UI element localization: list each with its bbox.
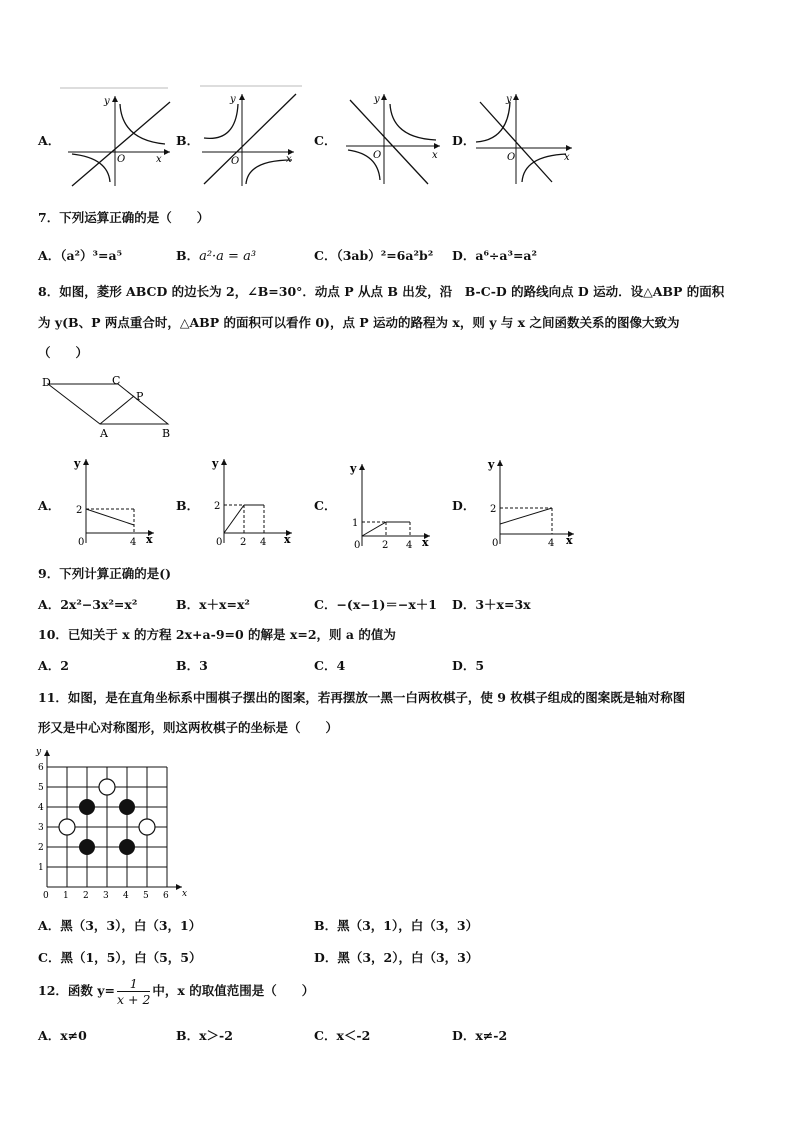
origin-label: O <box>507 152 516 163</box>
y-label: y <box>36 747 42 757</box>
q12-fraction-denominator: x + 2 <box>116 992 151 1007</box>
y-label: y <box>350 462 357 475</box>
q6-option-b-label: B． <box>176 133 200 148</box>
q6-graph-b <box>198 80 313 187</box>
q7-option-b-expr: a²·a = a³ <box>199 249 257 264</box>
y-tick-2: 2 <box>490 504 497 515</box>
q7-option-b <box>176 246 256 264</box>
hyperbola-branch-1 <box>120 104 165 144</box>
x-tick-4: 4 <box>406 540 413 550</box>
q7-option-d: D．a⁶÷a³=a² <box>452 248 538 263</box>
svg-text:1: 1 <box>38 863 44 873</box>
q12-fraction-numerator: 1 <box>117 976 150 992</box>
label-d: D <box>42 376 51 389</box>
svg-text:6: 6 <box>163 891 169 901</box>
q12-option-d: D．x≠-2 <box>452 1028 508 1043</box>
q12-stem-pre: 12．函数 y= <box>38 983 115 998</box>
q11-stem-line1: 11．如图，是在直角坐标系中围棋子摆出的图案，若再摆放一黑一白两枚棋子，使 9 枚棋子组成的图案既是轴对称图 <box>38 690 686 705</box>
y-tick-2: 2 <box>76 505 83 516</box>
q6-graph-c <box>342 88 450 186</box>
label-b: B <box>162 427 171 440</box>
svg-text:4: 4 <box>38 803 44 813</box>
x-tick-4: 4 <box>130 537 137 547</box>
q11-go-board-figure <box>30 744 192 904</box>
white-stone-1-3 <box>59 819 75 835</box>
y-tick-labels <box>38 763 44 873</box>
x-label: x <box>566 534 573 547</box>
q11-stem-line2: 形又是中心对称图形，则这两枚棋子的坐标是（ ） <box>38 720 339 735</box>
q6-option-c-label: C． <box>314 133 337 148</box>
q10-option-d: D．5 <box>452 658 485 673</box>
q8-stem-line1: 8．如图，菱形 ABCD 的边长为 2，∠B=30°．动点 P 从点 B 出发，沿 B-C-D 的路线向点 D 运动．设△ABP 的面积 <box>38 284 725 299</box>
black-stone-2-2 <box>79 839 95 855</box>
x-label: x <box>284 533 291 546</box>
q8-option-c-label: C． <box>314 498 337 513</box>
svg-text:5: 5 <box>143 891 149 901</box>
label-p: P <box>136 390 144 403</box>
graph-rise <box>224 505 244 533</box>
q8-stem-line2: 为 y(B、P 两点重合时，△ABP 的面积可以看作 0)，点 P 运动的路程为 x，则 y 与 x 之间函数关系的图像大致为 <box>38 315 680 330</box>
q7-option-b-label: B． <box>176 248 200 263</box>
x-tick-labels <box>43 891 169 901</box>
q12-option-b: B．x＞-2 <box>176 1028 233 1043</box>
q12-stem-post: 中，x 的取值范围是（ ） <box>152 983 315 998</box>
x-tick-2: 2 <box>240 537 247 547</box>
q9-option-c: C．−(x−1)＝−x＋1 <box>314 597 437 612</box>
black-stone-4-4 <box>119 799 135 815</box>
origin: 0 <box>492 538 499 548</box>
q10-option-c: C．4 <box>314 658 346 673</box>
q11-option-a: A．黑（3，3），白（3，1） <box>38 918 202 933</box>
origin: 0 <box>216 537 223 547</box>
x-label: x <box>182 889 188 899</box>
label-a: A <box>100 427 108 440</box>
q12-option-c: C．x＜-2 <box>314 1028 371 1043</box>
q9-stem: 9．下列计算正确的是() <box>38 566 172 581</box>
y-label: y <box>488 458 495 471</box>
svg-text:6: 6 <box>38 763 44 773</box>
q10-stem: 10．已知关于 x 的方程 2x+a-9=0 的解是 x=2，则 a 的值为 <box>38 627 396 642</box>
svg-text:2: 2 <box>83 891 89 901</box>
svg-text:5: 5 <box>38 783 44 793</box>
y-arrow <box>513 94 519 100</box>
graph-line <box>86 509 134 525</box>
q10-option-b: B．3 <box>176 658 208 673</box>
x-arrow <box>566 145 572 151</box>
svg-text:2: 2 <box>38 843 44 853</box>
y-label: y <box>104 96 110 107</box>
x-label: x <box>156 154 162 165</box>
origin: 0 <box>78 537 85 547</box>
origin-label: O <box>231 156 240 167</box>
svg-text:1: 1 <box>63 891 69 901</box>
q8-graph-c <box>346 460 436 550</box>
y-arrow <box>112 96 118 102</box>
q6-option-a-label: A． <box>38 133 61 148</box>
white-stone-3-5 <box>99 779 115 795</box>
svg-text:0: 0 <box>43 891 49 901</box>
hyperbola-branch-2 <box>522 154 566 182</box>
y-label: y <box>230 94 236 105</box>
black-stone-4-2 <box>119 839 135 855</box>
x-arrow <box>434 143 440 149</box>
q7-option-a: A．（a²）³=a⁵ <box>38 248 123 263</box>
q9-option-a: A．2x²−3x²=x² <box>38 597 138 612</box>
q8-graph-a <box>70 455 160 547</box>
x-label: x <box>286 154 292 165</box>
y-arrow <box>83 459 89 465</box>
q8-option-b-label: B． <box>176 498 200 513</box>
q8-rhombus-figure <box>38 374 178 440</box>
y-arrow <box>359 464 365 470</box>
y-arrow <box>497 460 503 466</box>
x-tick-4: 4 <box>548 538 555 548</box>
q6-graph-d <box>472 88 576 186</box>
q7-option-c: C．（3ab）²=6a²b² <box>314 248 434 263</box>
q6-option-d-label: D． <box>452 133 476 148</box>
x-tick-2: 2 <box>382 540 389 550</box>
x-arrow <box>164 149 170 155</box>
graph-line <box>500 508 552 524</box>
q10-option-a: A．2 <box>38 658 69 673</box>
x-label: x <box>432 150 438 161</box>
y-tick-1: 1 <box>352 518 359 529</box>
origin: 0 <box>354 540 361 550</box>
white-stone-5-3 <box>139 819 155 835</box>
q12-option-a: A．x≠0 <box>38 1028 87 1043</box>
y-label: y <box>74 457 81 470</box>
hyperbola-branch-1 <box>204 104 238 138</box>
q9-option-d: D．3＋x=3x <box>452 597 531 612</box>
q7-stem: 7．下列运算正确的是（ ） <box>38 210 210 225</box>
black-stone-2-4 <box>79 799 95 815</box>
x-label: x <box>422 536 429 549</box>
q12-stem <box>38 974 314 1008</box>
q11-option-d: D．黑（3，2），白（3，3） <box>314 950 479 965</box>
y-arrow <box>221 459 227 465</box>
x-tick-4: 4 <box>260 537 267 547</box>
y-tick-2: 2 <box>214 501 221 512</box>
y-label: y <box>374 94 380 105</box>
line <box>204 94 296 184</box>
q8-option-a-label: A． <box>38 498 61 513</box>
q9-option-b: B．x＋x=x² <box>176 597 250 612</box>
q11-option-b: B．黑（3，1），白（3，3） <box>314 918 479 933</box>
segment-ap <box>100 396 134 424</box>
x-label: x <box>146 533 153 546</box>
svg-text:4: 4 <box>123 891 129 901</box>
label-c: C <box>112 374 121 387</box>
q12-fraction <box>117 976 150 1007</box>
hyperbola-branch-1 <box>390 104 436 140</box>
q8-graph-b <box>208 455 298 547</box>
line <box>350 100 428 184</box>
q8-option-d-label: D． <box>452 498 476 513</box>
y-arrow <box>239 94 245 100</box>
origin-label: O <box>373 150 382 161</box>
graph-rise <box>362 522 386 536</box>
q8-stem-line3: （ ） <box>38 345 89 360</box>
q6-graph-a <box>60 82 175 187</box>
y-label: y <box>212 457 219 470</box>
q8-graph-d <box>484 456 580 548</box>
y-arrow <box>381 94 387 100</box>
x-label: x <box>564 152 570 163</box>
origin-label: O <box>117 154 126 165</box>
svg-text:3: 3 <box>103 891 109 901</box>
y-label: y <box>506 94 512 105</box>
y-arrow <box>44 750 50 756</box>
svg-text:3: 3 <box>38 823 44 833</box>
hyperbola-branch-1 <box>476 102 510 142</box>
q11-option-c: C．黑（1，5），白（5，5） <box>38 950 202 965</box>
